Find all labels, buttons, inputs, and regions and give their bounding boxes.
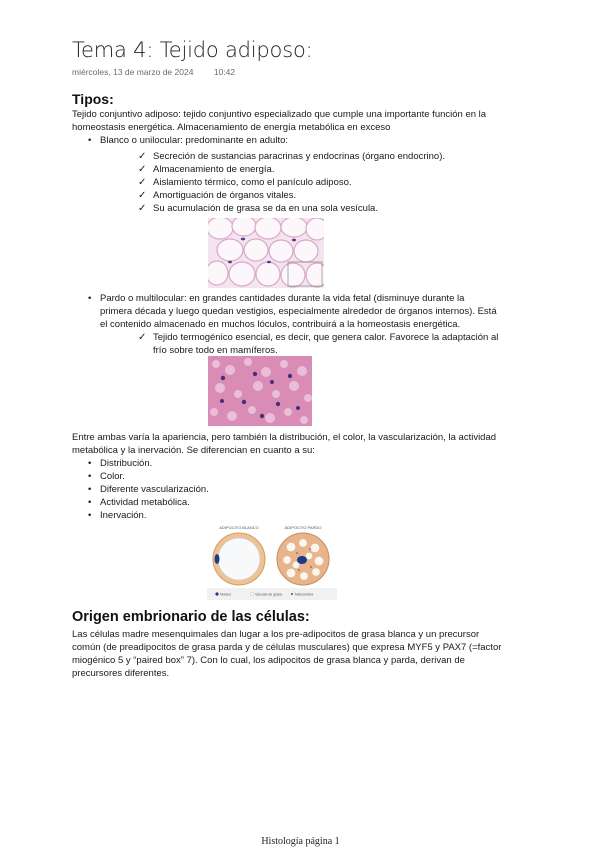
check-item-continuation: frío sobre todo en mamíferos. — [153, 345, 278, 356]
check-item: ✓ Almacenamiento de energía. — [138, 164, 275, 175]
bullet-pardo-line-1: • Pardo o multilocular: en grandes cantidades durante la vida fetal (disminuye durante la — [100, 292, 464, 305]
adipocyte-comparison-diagram — [207, 522, 337, 600]
checkmark-icon: ✓ — [138, 332, 147, 343]
note-date: miércoles, 13 de marzo de 2024 — [72, 67, 194, 77]
tipos-intro-line-1: Tejido conjuntivo adiposo: tejido conjuntivo especializado que cumple una importante función en la — [72, 109, 487, 120]
diff-intro-line-1: Entre ambas varía la apariencia, pero también la distribución, el color, la vascularización, la actividad — [72, 432, 497, 443]
check-item: ✓ Amortiguación de órganos vitales. — [138, 190, 297, 201]
pardo-line-2: primera década y luego quedan vestigios, especialmente alrededor de órganos internos). Está — [100, 306, 497, 317]
white-adipose-micrograph — [208, 218, 324, 288]
page-title: Tema 4: Tejido adiposo: — [72, 38, 313, 62]
checkmark-icon: ✓ — [138, 164, 147, 175]
checkmark-icon: ✓ — [138, 151, 147, 162]
brown-adipocyte-label: ADIPOCITO PARDO — [284, 525, 322, 530]
diff-list-item: • Inervación. — [100, 509, 146, 522]
checkmark-icon: ✓ — [138, 177, 147, 188]
note-time: 10:42 — [213, 67, 236, 77]
checkmark-icon: ✓ — [138, 203, 147, 214]
diff-list-item: • Color. — [100, 470, 125, 483]
diff-list-item: • Actividad metabólica. — [100, 496, 190, 509]
diff-intro-line-2: metabólica y la inervación. Se diferencian en cuanto a su: — [72, 445, 315, 456]
origen-line-2: común (de preadipocitos de grasa parda y de células musculares) que expresa MYF5 y PAX7 (=factor — [72, 642, 502, 653]
check-item: ✓ Su acumulación de grasa se da en una sola vesícula. — [138, 203, 378, 214]
brown-adipose-image — [208, 356, 312, 426]
tipos-intro-line-2: homeostasis energética. Almacenamiento de energía metabólica en exceso — [72, 122, 391, 133]
white-adipocyte-label: ADIPOCITO BLANCO — [219, 525, 259, 530]
check-item: ✓ Aislamiento térmico, como el panículo adiposo. — [138, 177, 352, 188]
brown-adipose-micrograph — [208, 356, 312, 426]
checkmark-icon: ✓ — [138, 190, 147, 201]
note-metadata — [72, 67, 253, 77]
origen-line-3: miogénico 5 y “paired box” 7). Con lo cual, los adipocitos de grasa blanca y parda, derivan de — [72, 655, 465, 666]
legend-nucleus: Núcleo — [220, 592, 231, 597]
bullet-blanco: • Blanco o unilocular: predominante en adulto: — [100, 134, 288, 147]
legend-mitochondria: Mitocondria — [295, 592, 314, 597]
heading-tipos: Tipos: — [72, 91, 114, 107]
origen-line-1: Las células madre mesenquimales dan lugar a los pre-adipocitos de grasa blanca y un precursor — [72, 629, 480, 640]
white-adipose-image — [208, 218, 324, 288]
diff-list-item: • Distribución. — [100, 457, 152, 470]
origen-line-4: precursores diferentes. — [72, 668, 170, 679]
diff-list-item: • Diferente vascularización. — [100, 483, 209, 496]
heading-origen: Origen embrionario de las células: — [72, 609, 310, 625]
legend-fat-vacuole: Vacuola de grasa — [255, 592, 282, 597]
adipocyte-diagram-image — [207, 522, 337, 600]
check-item: ✓ Tejido termogénico esencial, es decir, que genera calor. Favorece la adaptación al — [138, 332, 499, 343]
pardo-line-3: el contenido almacenado en muchos lóculos, contribuirá a la homeostasis energética. — [100, 319, 461, 330]
page-footer: Histología página 1 — [261, 836, 340, 847]
check-item: ✓ Secreción de sustancias paracrinas y endocrinas (órgano endocrino). — [138, 151, 446, 162]
